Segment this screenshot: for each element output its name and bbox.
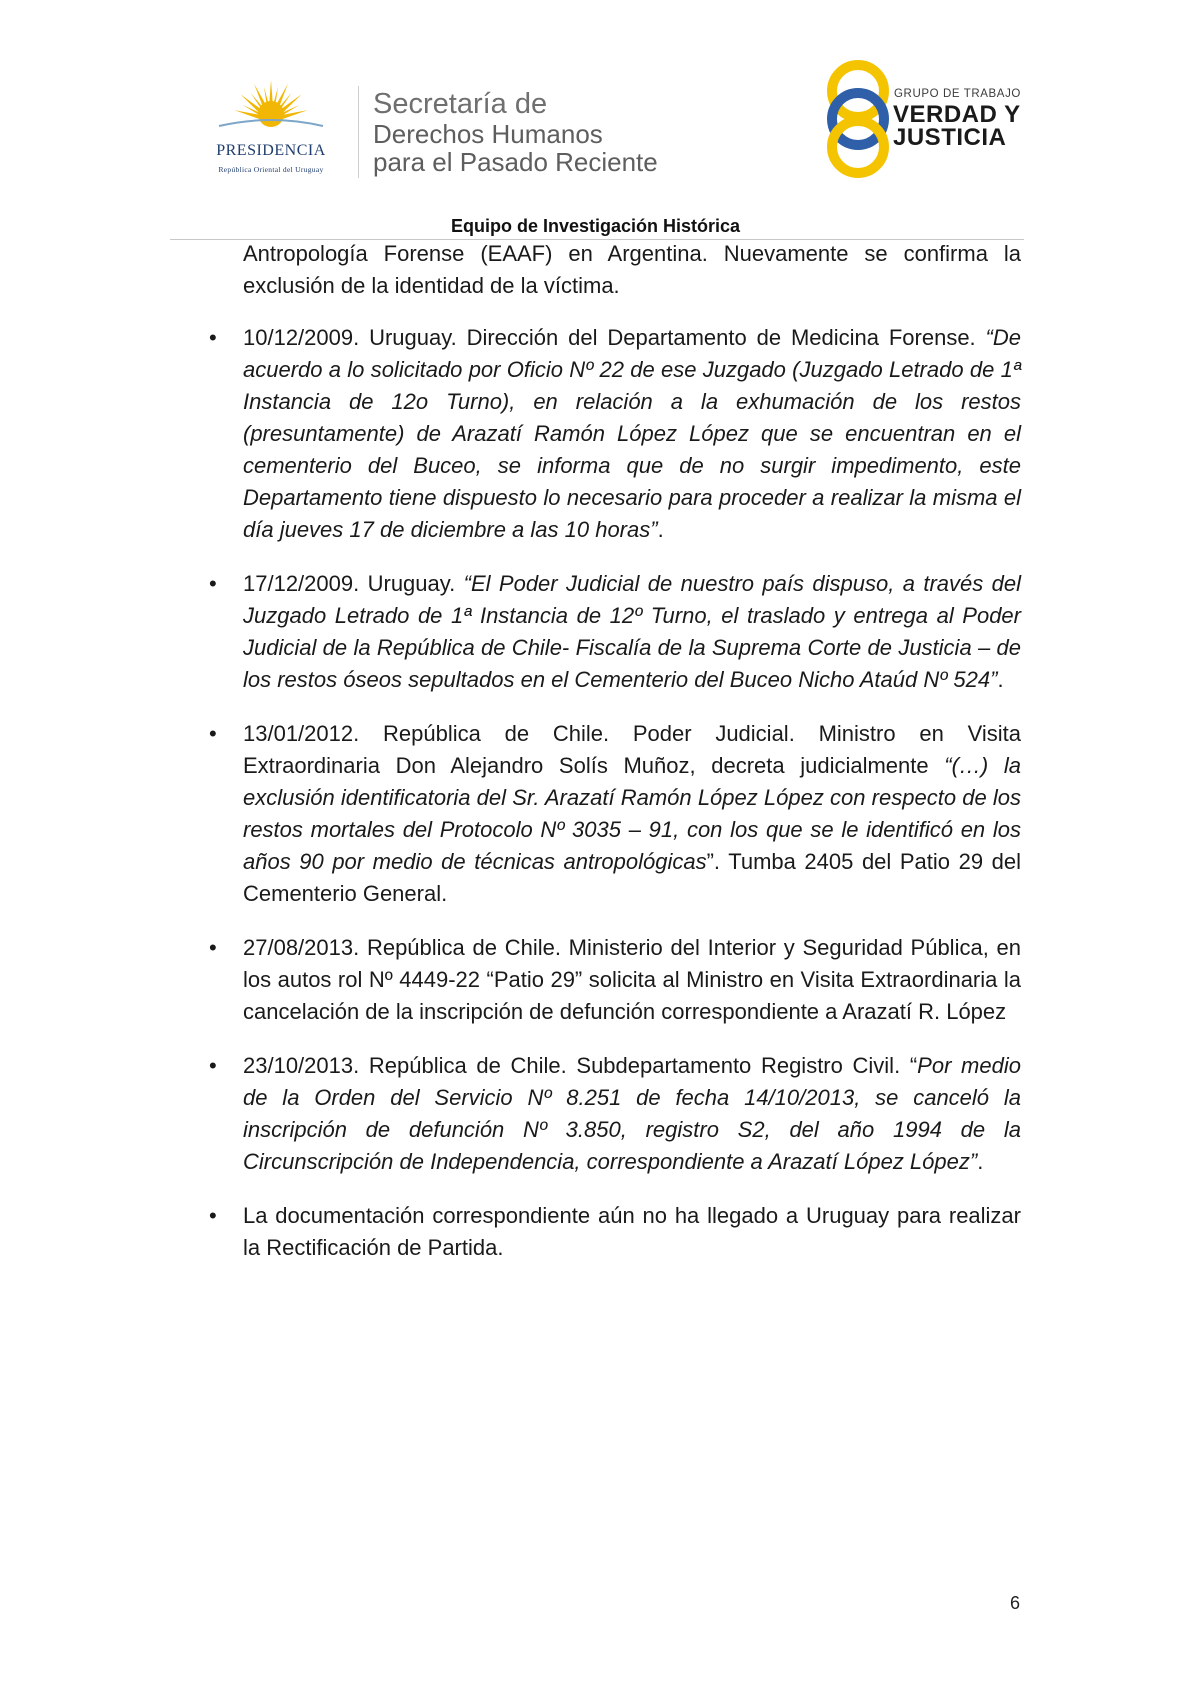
page-number: 6 <box>1010 1593 1021 1613</box>
entry-lead: 10/12/2009. Uruguay. Dirección del Departamento de Medicina Forense. <box>243 325 976 350</box>
entry-lead: La documentación correspondiente aún no ha llegado a Uruguay para realizar la Rectificación de Partida. <box>243 1203 1021 1260</box>
entry-tail: ”. Tumba 2405 del Patio 29 del Cementerio General. <box>243 849 1021 906</box>
entry-lead: 17/12/2009. Uruguay. <box>243 571 456 596</box>
continued-paragraph: Antropología Forense (EAAF) en Argentina. Nuevamente se confirma la exclusión de la identidad de la víctima. <box>243 241 1021 298</box>
sun-emblem-icon <box>216 78 326 140</box>
entry-lead: 23/10/2013. República de Chile. Subdepartamento Registro Civil. “ <box>243 1053 918 1078</box>
chronology-list <box>209 322 1021 1264</box>
list-item <box>209 322 1021 546</box>
grupo-label: GRUPO DE TRABAJO <box>894 88 1021 100</box>
grupo-title-line-1: VERDAD Y <box>893 101 1021 128</box>
bullet-icon: • <box>209 1203 217 1228</box>
presidencia-subtitle: República Oriental del Uruguay <box>218 165 324 174</box>
entry-tail: . <box>977 1149 984 1174</box>
entry-tail: . <box>997 667 1004 692</box>
presidencia-wordmark: PRESIDENCIA <box>216 142 326 159</box>
entry-quote: “De acuerdo a lo solicitado por Oficio Nº 22 de ese Juzgado (Juzgado Letrado de 1ª Instancia de 12o Turno), en relación a la exhumación de los restos (presuntamente) de Arazatí Ramón López López que se encuentran en el cementerio del Buceo, se informa que de no surgir impedimento, este Departamento tiene dispuesto lo necesario para proceder a realizar la misma el día jueves 17 de diciembre a las 10 horas” <box>243 325 1021 542</box>
entry-lead: 13/01/2012. República de Chile. Poder Judicial. Ministro en Visita Extraordinaria Don Alejandro Solís Muñoz, decreta judicialmente <box>243 721 1021 778</box>
list-item <box>209 568 1021 696</box>
bullet-icon: • <box>209 571 217 596</box>
bullet-icon: • <box>209 1053 217 1078</box>
list-item <box>209 718 1021 910</box>
team-heading: Equipo de Investigación Histórica <box>450 216 741 236</box>
entry-tail: . <box>657 517 664 542</box>
grupo-title-line-2: JUSTICIA <box>893 124 1007 151</box>
bullet-icon: • <box>209 721 217 746</box>
list-item <box>209 1050 1021 1178</box>
entry-quote: “El Poder Judicial de nuestro país dispuso, a través del Juzgado Letrado de 1ª Instancia de 12º Turno, el traslado y entrega al Poder Judicial de la República de Chile- Fiscalía de la Suprema Corte de Justicia – de los restos óseos sepultados en el Cementerio del Buceo Nicho Ataúd Nº 524” <box>243 571 1021 692</box>
bullet-icon: • <box>209 935 217 960</box>
bullet-icon: • <box>209 325 217 350</box>
entry-quote: “(…) la exclusión identificatoria del Sr. Arazatí Ramón López López con respecto de los restos mortales del Protocolo Nº 3035 – 91, con los que se le identificó en los años 90 por medio de técnicas antropológicas <box>243 753 1021 874</box>
presidencia-logo <box>196 78 346 178</box>
list-item <box>209 1200 1021 1264</box>
entry-quote: Por medio de la Orden del Servicio Nº 8.251 de fecha 14/10/2013, se canceló la inscripción de defunción Nº 3.850, registro S2, del año 1994 de la Circunscripción de Independencia, correspondiente a Arazatí López López” <box>243 1053 1021 1174</box>
page-header <box>0 0 1191 240</box>
list-item <box>209 932 1021 1028</box>
document-body <box>209 238 1021 1286</box>
secretaria-line-3: para el Pasado Reciente <box>373 147 658 177</box>
secretaria-line-2: Derechos Humanos <box>373 119 603 149</box>
logo-divider <box>358 86 359 178</box>
entry-lead: 27/08/2013. República de Chile. Ministerio del Interior y Seguridad Pública, en los autos rol Nº 4449-22 “Patio 29” solicita al Ministro en Visita Extraordinaria la cancelación de la inscripción de defunción correspondiente a Arazatí R. López <box>243 935 1021 1024</box>
secretaria-title <box>373 88 658 176</box>
secretaria-line-1: Secretaría de <box>373 88 548 120</box>
